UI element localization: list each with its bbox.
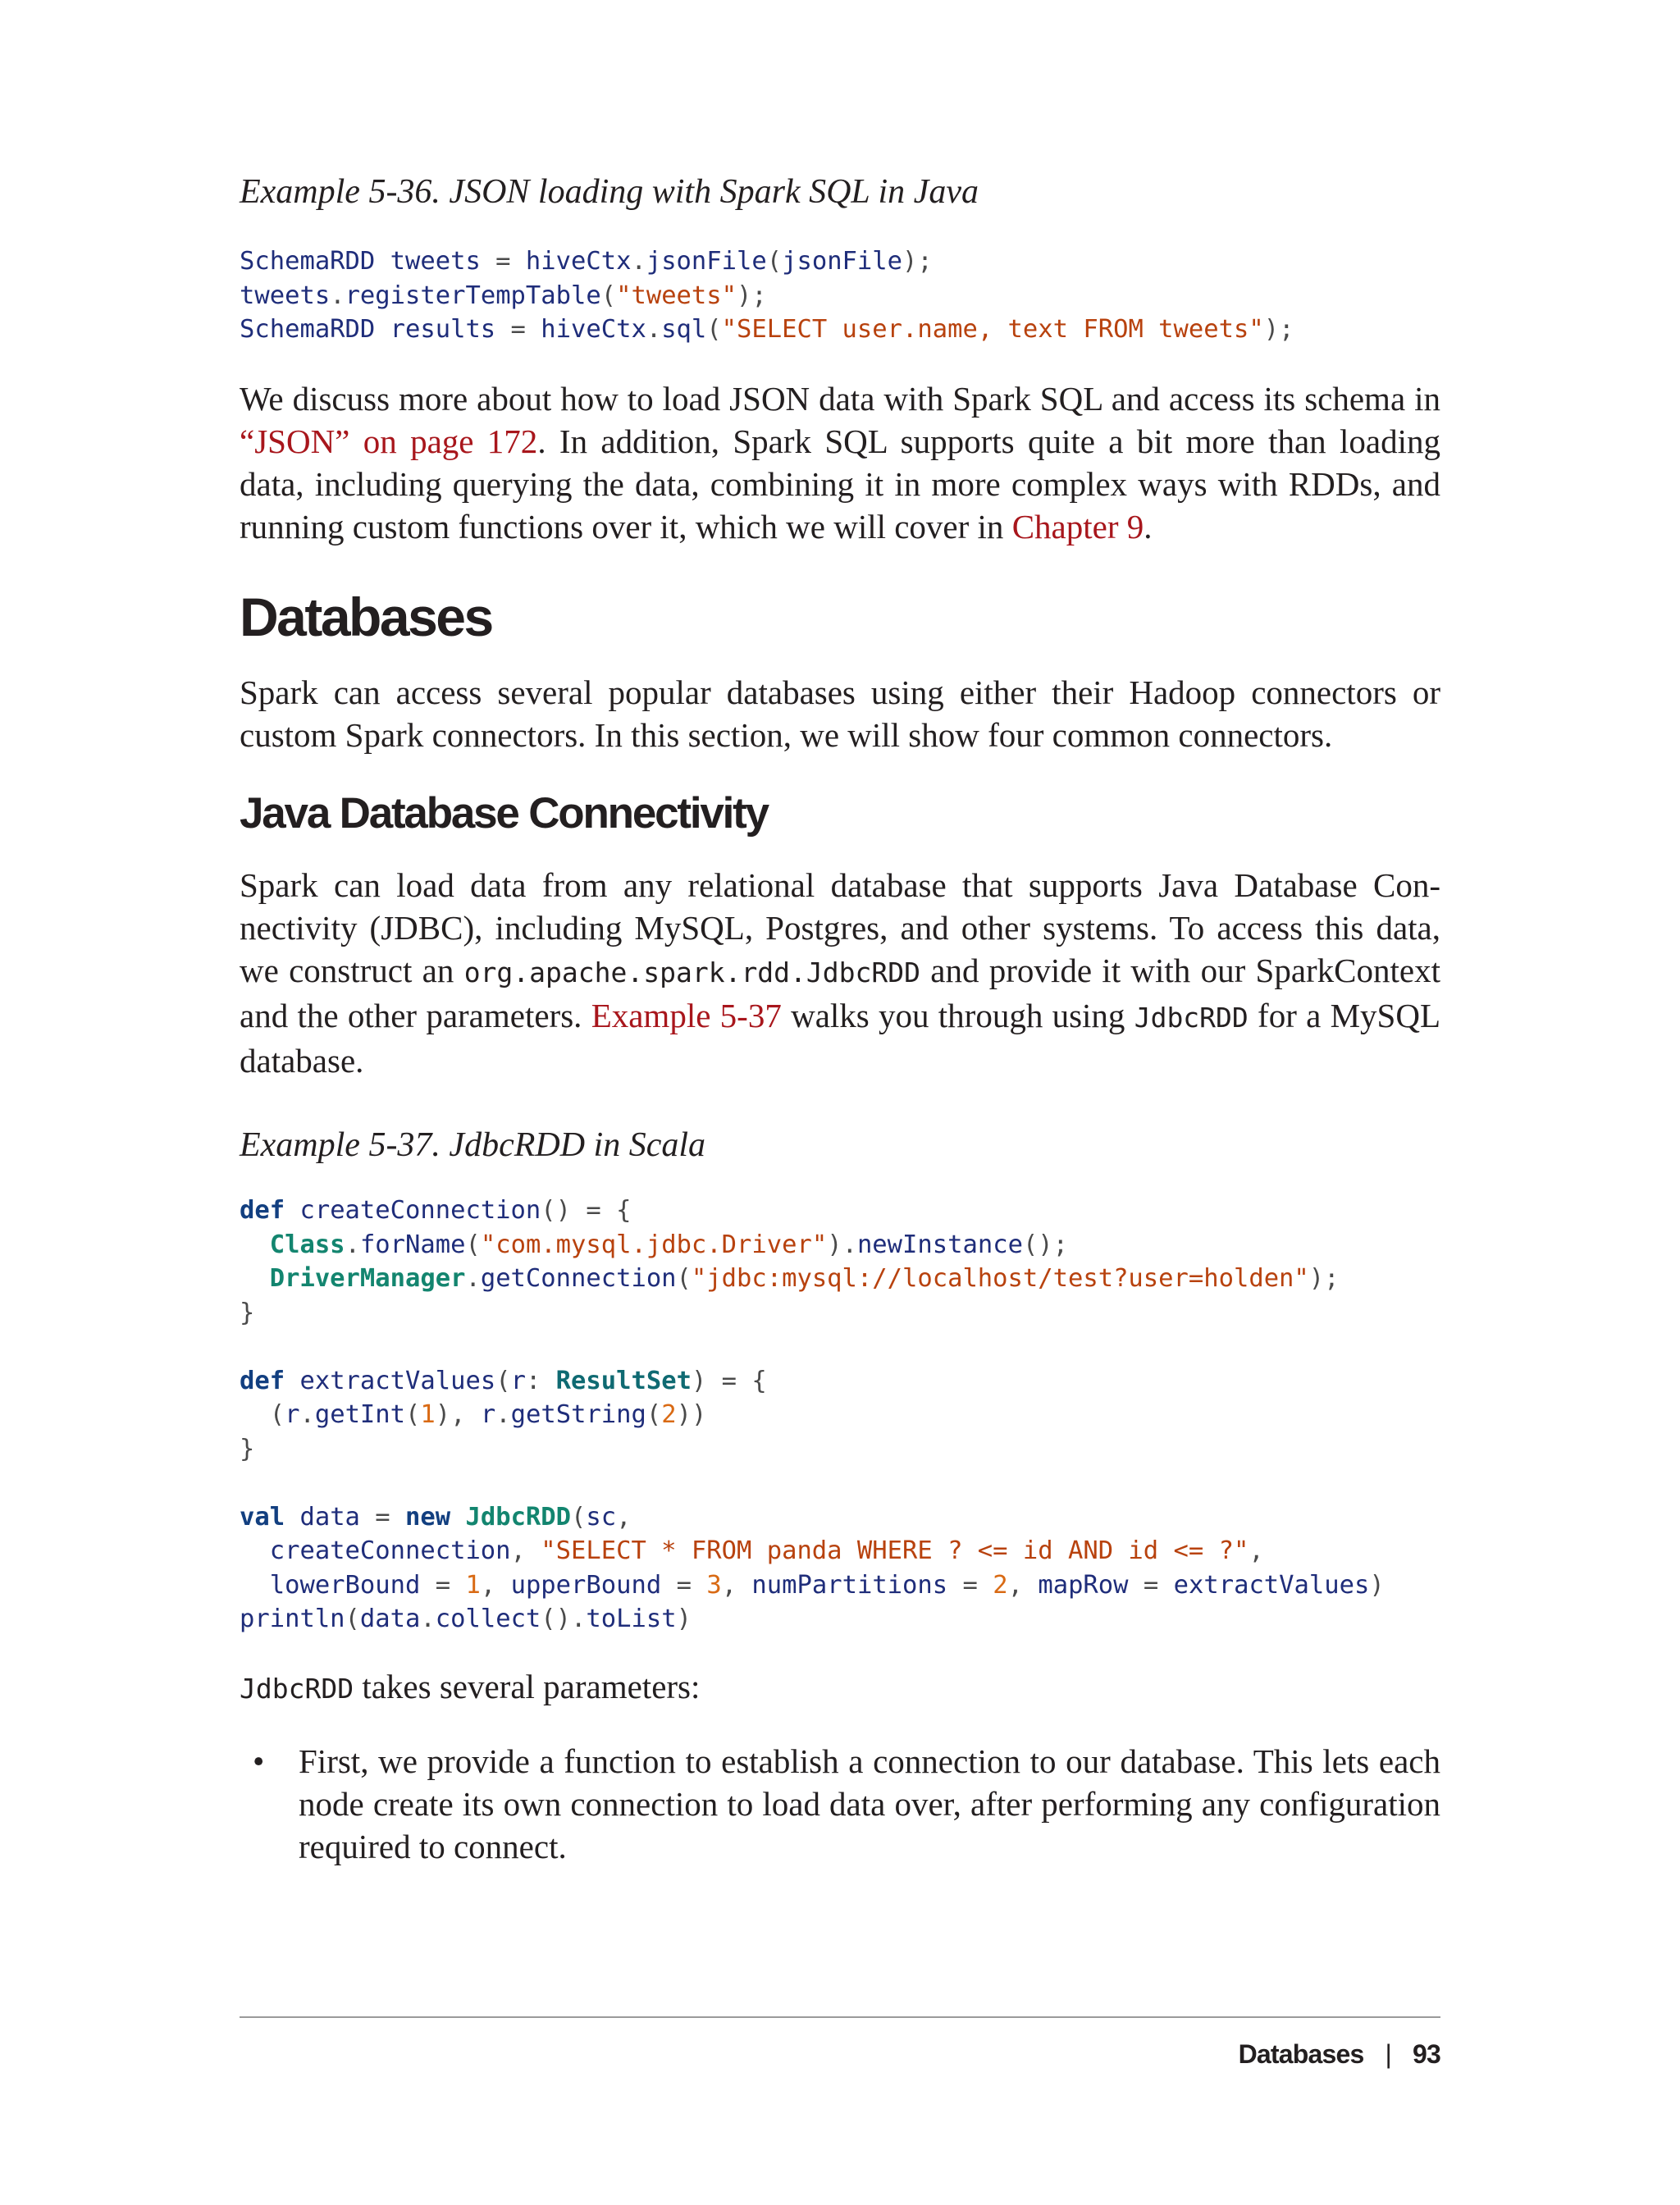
code-token: extractValues xyxy=(299,1366,496,1395)
code-token: def xyxy=(240,1366,285,1395)
code-token: } xyxy=(240,1434,255,1463)
code-block-java xyxy=(240,244,1440,347)
footer-separator: | xyxy=(1385,2039,1391,2069)
inline-code: JdbcRDD xyxy=(240,1673,354,1705)
text: Spark can load data from any relational database that supports Java Database Connectivity (JDBC), including MySQL, Postgres, and other systems. To access this data, we construct an xyxy=(240,866,1440,989)
code-token: , xyxy=(616,1502,632,1532)
example-caption: Example 5-37. JdbcRDD in Scala xyxy=(240,1126,706,1164)
code-token: "SELECT user.name, text FROM tweets" xyxy=(721,315,1264,344)
code-line xyxy=(240,244,1440,279)
code-token: println xyxy=(240,1605,345,1633)
code-token: . xyxy=(631,247,646,276)
code-token: = xyxy=(947,1570,993,1600)
code-token: . xyxy=(495,1400,511,1429)
code-token: 3 xyxy=(706,1570,722,1600)
code-token: , xyxy=(510,1536,541,1565)
page-number: 93 xyxy=(1413,2039,1440,2069)
code-token: data xyxy=(359,1605,421,1633)
code-token xyxy=(450,1503,465,1532)
code-token: sql xyxy=(661,315,707,344)
code-token xyxy=(285,1503,299,1532)
code-line xyxy=(240,313,1440,347)
code-token: ( xyxy=(676,1264,692,1293)
code-token: , xyxy=(1007,1570,1039,1600)
code-token: toList xyxy=(586,1605,677,1633)
code-token: ( xyxy=(646,1400,662,1429)
code-token: , xyxy=(480,1570,511,1600)
code-token: "SELECT * FROM panda WHERE ? <= id AND id <= ?" xyxy=(541,1536,1249,1565)
code-token: ( xyxy=(600,281,617,310)
code-token: hiveCtx xyxy=(541,315,646,344)
code-token: = xyxy=(661,1570,707,1600)
code-token: hiveCtx xyxy=(525,247,632,276)
code-token xyxy=(240,1264,270,1293)
code-token: . xyxy=(330,281,345,310)
code-token: newInstance xyxy=(856,1230,1023,1259)
code-line xyxy=(240,1296,1440,1331)
code-token: r xyxy=(480,1400,496,1429)
code-token: ) xyxy=(676,1605,692,1633)
code-token: . xyxy=(299,1400,315,1429)
paragraph-jdbc xyxy=(240,864,1440,1082)
code-token xyxy=(285,1196,299,1225)
example-5-36 xyxy=(240,171,1440,213)
code-line xyxy=(240,1194,1440,1228)
code-token: lowerBound xyxy=(269,1570,421,1600)
code-listing xyxy=(240,244,1440,347)
code-token: ); xyxy=(737,281,767,310)
code-line xyxy=(240,1568,1440,1603)
code-token: ( xyxy=(571,1502,587,1532)
code-line xyxy=(240,1466,1440,1500)
code-token xyxy=(240,1230,270,1259)
example-5-37 xyxy=(240,1124,1440,1166)
code-block-scala xyxy=(240,1194,1440,1637)
code-listing xyxy=(240,1194,1440,1637)
code-token: Class xyxy=(269,1230,345,1259)
code-token: upperBound xyxy=(510,1570,662,1600)
code-token: createConnection xyxy=(299,1196,541,1225)
code-token: ( xyxy=(766,247,783,276)
inline-code: org.apache.spark.rdd.JdbcRDD xyxy=(463,956,920,988)
code-token: def xyxy=(240,1196,285,1225)
code-token: numPartitions xyxy=(751,1570,948,1600)
paragraph-text: Spark can access several popular databases using either their Hadoop connectors or custom Spark connectors. In this section, we will show four common connectors. xyxy=(240,673,1440,754)
code-token: = xyxy=(359,1502,406,1532)
text: and provide it with our SparkContext and the other parameters. xyxy=(240,952,1441,1034)
code-token: } xyxy=(240,1298,255,1327)
code-token: 2 xyxy=(661,1400,677,1429)
code-token: data xyxy=(299,1502,360,1532)
section-databases xyxy=(240,584,1440,650)
xref-example-5-37-link[interactable]: Example 5-37 xyxy=(591,997,782,1034)
code-token: ). xyxy=(827,1230,857,1259)
code-token: "tweets" xyxy=(616,281,737,310)
code-token: "jdbc:mysql://localhost/test?user=holden" xyxy=(691,1264,1309,1293)
code-token: r xyxy=(285,1400,300,1429)
code-token: jsonFile xyxy=(646,247,767,276)
text: We discuss more about how to load JSON data with Spark SQL and access its schema in xyxy=(240,380,1440,418)
inline-code: JdbcRDD xyxy=(1134,1002,1249,1034)
code-token: ) = { xyxy=(691,1366,767,1395)
code-token: ) xyxy=(1369,1570,1385,1600)
footer-rule xyxy=(240,2016,1440,2018)
text: takes several parameters: xyxy=(354,1668,701,1705)
code-token: ), xyxy=(435,1400,481,1429)
code-line xyxy=(240,1398,1440,1432)
code-token: DriverManager xyxy=(269,1264,466,1293)
code-token: . xyxy=(420,1605,436,1633)
code-token: ( xyxy=(345,1605,360,1633)
code-token: tweets xyxy=(240,281,331,310)
code-token: (). xyxy=(541,1605,587,1633)
code-token: . xyxy=(646,315,662,344)
code-token: forName xyxy=(359,1230,466,1259)
code-token: getInt xyxy=(314,1400,406,1429)
code-token: createConnection xyxy=(269,1536,511,1565)
code-token: ( xyxy=(465,1230,481,1259)
xref-chapter-9-link[interactable]: Chapter 9 xyxy=(1011,508,1144,546)
code-token: ); xyxy=(1263,315,1294,344)
code-token: = xyxy=(1128,1570,1174,1600)
code-token: () = { xyxy=(541,1196,632,1225)
code-token: collect xyxy=(435,1605,541,1633)
code-line xyxy=(240,1330,1440,1364)
code-token: , xyxy=(721,1570,752,1600)
xref-json-page-link[interactable]: “JSON” on page 172 xyxy=(240,422,538,460)
paragraph-params xyxy=(240,1665,1440,1710)
code-token: ( xyxy=(240,1400,285,1429)
code-token: SchemaRDD results xyxy=(240,315,496,344)
code-token xyxy=(240,1571,270,1600)
code-line xyxy=(240,1602,1440,1637)
code-token: , xyxy=(1249,1536,1264,1565)
paragraph-json-schema xyxy=(240,377,1440,548)
text: for a MySQL database. xyxy=(240,997,1440,1080)
code-token: 1 xyxy=(465,1570,481,1600)
code-token: "com.mysql.jdbc.Driver" xyxy=(480,1230,828,1259)
code-token: r xyxy=(510,1366,526,1395)
code-token: mapRow xyxy=(1038,1570,1129,1600)
example-caption: Example 5-36. JSON loading with Spark SQL in Java xyxy=(240,173,979,211)
code-token: val xyxy=(240,1502,285,1532)
code-token: ( xyxy=(405,1400,421,1429)
code-token: . xyxy=(465,1264,481,1293)
code-line xyxy=(240,1228,1440,1262)
code-token: ResultSet xyxy=(555,1366,692,1395)
code-token xyxy=(285,1367,299,1395)
code-token: 2 xyxy=(993,1570,1008,1600)
code-token: jsonFile xyxy=(782,247,903,276)
code-token: 1 xyxy=(420,1400,436,1429)
code-token: sc xyxy=(586,1502,617,1532)
code-token xyxy=(240,1536,270,1565)
code-line xyxy=(240,1432,1440,1467)
subsection-heading: Java Database Connectivity xyxy=(240,789,768,838)
bullet-marker: • xyxy=(253,1742,265,1780)
footer-section-title: Databases xyxy=(1238,2039,1364,2069)
code-token: registerTempTable xyxy=(345,281,601,310)
code-token: new xyxy=(405,1502,451,1532)
code-token: ); xyxy=(902,247,933,276)
code-token: = xyxy=(495,315,541,344)
bullet-text: First, we provide a function to establish a connection to our database. This lets each node create its own connection to load data over, after performing any configuration required to connect. xyxy=(299,1742,1440,1865)
code-line xyxy=(240,1262,1440,1296)
code-token: (); xyxy=(1022,1230,1069,1259)
code-token: = xyxy=(420,1570,466,1600)
text: walks you through using xyxy=(781,997,1134,1034)
code-token: . xyxy=(345,1230,360,1259)
code-token: getString xyxy=(510,1400,646,1429)
code-token: extractValues xyxy=(1173,1570,1370,1600)
code-line xyxy=(240,1364,1440,1399)
code-token: : xyxy=(525,1366,556,1395)
text: . In addition, Spark SQL supports quite a bit more than loading data, including querying the data, combining it in more complex ways with RDDs, and running custom functions over it, which we will cover in xyxy=(240,422,1440,546)
section-heading: Databases xyxy=(240,587,492,647)
code-token: SchemaRDD tweets xyxy=(240,247,481,276)
code-token: ( xyxy=(706,315,722,344)
paragraph-databases xyxy=(240,671,1440,756)
running-footer xyxy=(1239,2036,1440,2072)
code-token: ); xyxy=(1308,1264,1340,1293)
code-token: JdbcRDD xyxy=(465,1502,572,1532)
code-token: = xyxy=(480,247,526,276)
code-token: getConnection xyxy=(480,1264,677,1293)
text: . xyxy=(1144,508,1153,546)
subsection-jdbc xyxy=(240,788,1440,840)
code-line xyxy=(240,1500,1440,1535)
code-token: ( xyxy=(495,1366,511,1395)
code-line xyxy=(240,1534,1440,1568)
code-token: )) xyxy=(676,1400,707,1429)
code-line xyxy=(240,279,1440,313)
